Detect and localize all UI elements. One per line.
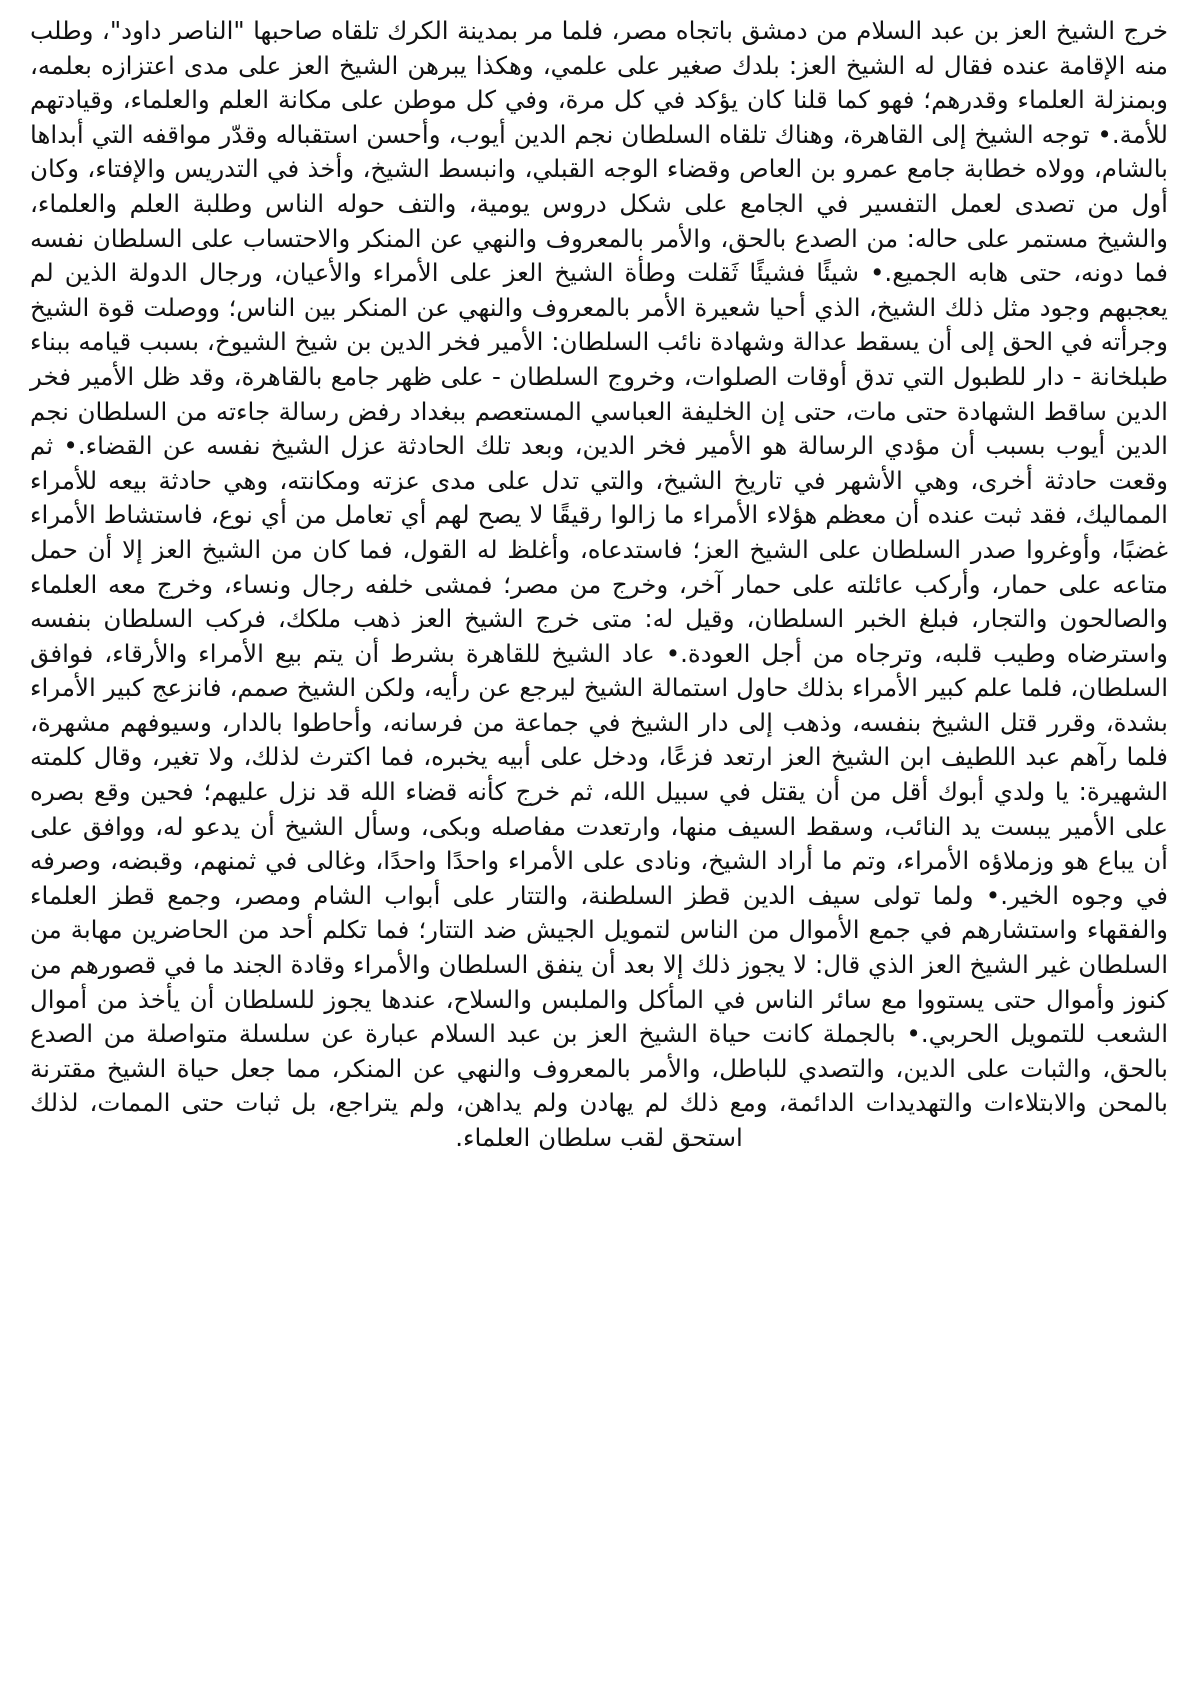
paragraph-5: عاد الشيخ للقاهرة بشرط أن يتم بيع الأمراء والأرقاء، فوافق السلطان، فلما علم كبير الأمراء بذلك حاول استمالة الشيخ ليرجع عن رأيه، ولكن الشيخ صمم، فانزعج كبير الأمراء بشدة، وقرر قتل الشيخ بنفسه، وذهب إلى دار الشيخ في جماعة من فرسانه، وأحاطوا بالدار، وسيوفهم مشهرة، فلما رآهم عبد اللطيف ابن الشيخ العز ارتعد فزعًا، ودخل على أبيه يخبره، فما اكترث لذلك، ولا تغير، وقال كلمته الشهيرة: يا ولدي أبوك أقل من أن يقتل في سبيل الله، ثم خرج كأنه قضاء الله قد نزل عليهم؛ فحين وقع بصره على الأمير يبست يد النائب، وسقط السيف منها، وارتعدت مفاصله وبكى، وسأل الشيخ أن يدعو له، ووافق على أن يباع هو وزملاؤه الأمراء، وتم ما أراد الشيخ، ونادى على الأمراء واحدًا واحدًا، وغالى في ثمنهم، وقبضه، وصرفه في وجوه الخير.• xyxy=(30,638,1168,910)
paragraph-2: توجه الشيخ إلى القاهرة، وهناك تلقاه السلطان نجم الدين أيوب، وأحسن استقباله وقدّر مواقفه التي أبداها بالشام، وولاه خطابة جامع عمرو بن العاص وقضاء الوجه القبلي، وانبسط الشيخ، وأخذ في التدريس والإفتاء، وكان أول من تصدى لعمل التفسير في الجامع على شكل دروس يومية، والتف حوله الناس وطلبة العلم والعلماء، والشيخ مستمر على حاله: من الصدع بالحق، والأمر بالمعروف والنهي عن المنكر والاحتساب على السلطان نفسه فما دونه، حتى هابه الجميع.• xyxy=(30,119,1168,288)
article-body xyxy=(30,14,1168,1156)
paragraph-3: شيئًا فشيئًا ثَقلت وطأة الشيخ العز على الأمراء والأعيان، ورجال الدولة الذين لم يعجبهم وجود مثل ذلك الشيخ، الذي أحيا شعيرة الأمر بالمعروف والنهي عن المنكر بين الناس؛ ووصلت قوة الشيخ وجرأته في الحق إلى أن يسقط عدالة وشهادة نائب السلطان: الأمير فخر الدين بن شيخ الشيوخ، بسبب قيامه ببناء طبلخانة - دار للطبول التي تدق أوقات الصلوات، وخروج السلطان - على ظهر جامع بالقاهرة، وقد ظل الأمير فخر الدين ساقط الشهادة حتى مات، حتى إن الخليفة العباسي المستعصم ببغداد رفض رسالة جاءته من السلطان نجم الدين أيوب بسبب أن مؤدي الرسالة هو الأمير فخر الدين، وبعد تلك الحادثة عزل الشيخ نفسه عن القضاء.• xyxy=(30,258,1168,461)
paragraph-4: ثم وقعت حادثة أخرى، وهي الأشهر في تاريخ الشيخ، والتي تدل على مدى عزته ومكانته، وهي حادثة بيعه للأمراء المماليك، فقد ثبت عنده أن معظم هؤلاء الأمراء ما زالوا رقيقًا لا يصح لهم أي تعامل من أي نوع، فاستشاط الأمراء غضبًا، وأوغروا صدر السلطان على الشيخ العز؛ فاستدعاه، وأغلظ له القول، فما كان من الشيخ العز إلا أن حمل متاعه على حمار، وأركب عائلته على حمار آخر، وخرج من مصر؛ فمشى خلفه رجال ونساء، وخرج معه العلماء والصالحون والتجار، فبلغ الخبر السلطان، وقيل له: متى خرج الشيخ العز ذهب ملكك، فركب السلطان بنفسه واسترضاه وطيب قلبه، وترجاه من أجل العودة.• xyxy=(30,431,1168,668)
paragraph-7: بالجملة كانت حياة الشيخ العز بن عبد السلام عبارة عن سلسلة متواصلة من الصدع بالحق، والثبات على الدين، والتصدي للباطل، والأمر بالمعروف والنهي عن المنكر، مما جعل حياة الشيخ مقترنة بالمحن والابتلاءات والتهديدات الدائمة، ومع ذلك لم يهادن ولم يداهن، ولم يتراجع، بل ثبات حتى الممات، لذلك استحق لقب سلطان العلماء. xyxy=(30,1019,1168,1152)
paragraph-6: ولما تولى سيف الدين قطز السلطنة، والتتار على أبواب الشام ومصر، وجمع قطز العلماء والفقهاء واستشارهم في جمع الأموال من الناس لتمويل الجيش ضد التتار؛ فما تكلم أحد من الحاضرين مهابة من السلطان غير الشيخ العز الذي قال: لا يجوز ذلك إلا بعد أن ينفق السلطان والأمراء وقادة الجند ما في قصورهم من كنوز وأموال حتى يستووا مع سائر الناس في المأكل والملبس والسلاح، عندها يجوز للسلطان أن يأخذ من أموال الشعب للتمويل الحربي.• xyxy=(30,880,1169,1049)
paragraph-1: خرج الشيخ العز بن عبد السلام من دمشق باتجاه مصر، فلما مر بمدينة الكرك تلقاه صاحبها "الناصر داود"، وطلب منه الإقامة عنده فقال له الشيخ العز: بلدك صغير على علمي، وهكذا يبرهن الشيخ العز على مدى اعتزازه بعلمه، وبمنزلة العلماء وقدرهم؛ فهو كما قلنا كان يؤكد في كل مرة، وفي كل موطن على مكانة العلم والعلماء، وقيادتهم للأمة.• xyxy=(30,16,1168,149)
